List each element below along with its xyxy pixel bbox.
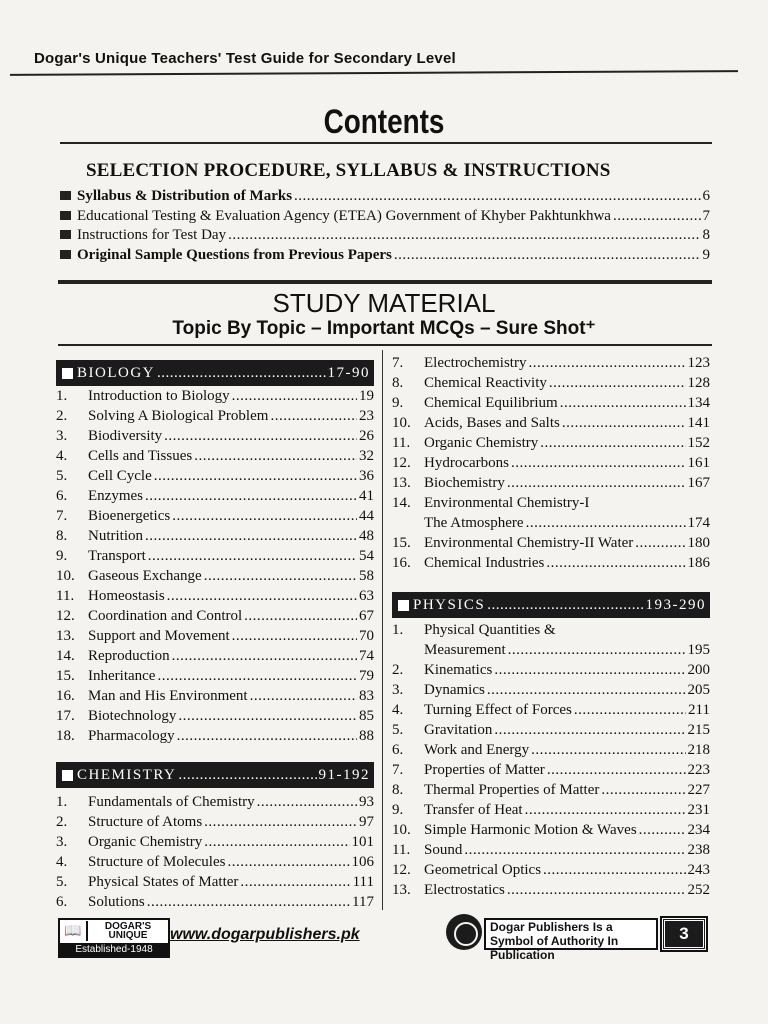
study-material-heading: STUDY MATERIAL — [272, 288, 496, 318]
dot-leader — [494, 722, 685, 739]
toc-entry — [392, 455, 710, 475]
toc-entry-page: 67 — [359, 608, 374, 624]
toc-entry-title: Acids, Bases and Salts — [424, 415, 560, 431]
dot-leader — [546, 555, 685, 572]
toc-entry — [392, 882, 710, 902]
toc-entry-number: 18. — [56, 728, 75, 744]
toc-entry-title: Solutions — [88, 894, 145, 910]
selection-item-page: 8 — [702, 227, 710, 243]
toc-entry-page: 186 — [687, 555, 710, 571]
toc-entry-number: 15. — [392, 535, 411, 551]
biology-list — [56, 388, 374, 748]
toc-entry-number: 6. — [56, 488, 68, 504]
toc-entry — [392, 822, 710, 842]
toc-entry-continuation — [392, 515, 710, 535]
toc-entry-title: Nutrition — [88, 528, 143, 544]
chemistry-list-right — [392, 355, 710, 575]
toc-entry-page: 32 — [359, 448, 374, 464]
book-icon: 📖 — [60, 921, 88, 941]
toc-entry — [392, 495, 710, 515]
toc-entry-title: Thermal Properties of Matter — [424, 782, 600, 798]
toc-entry — [56, 648, 374, 668]
dot-leader — [531, 742, 685, 759]
dot-leader — [257, 794, 357, 811]
toc-entry — [56, 488, 374, 508]
toc-entry-page: 234 — [687, 822, 710, 838]
dot-leader — [232, 388, 357, 405]
toc-entry — [56, 628, 374, 648]
left-column-chemistry — [56, 762, 374, 914]
toc-entry — [56, 668, 374, 688]
toc-entry-page: 152 — [687, 435, 710, 451]
toc-entry-title: Dynamics — [424, 682, 485, 698]
toc-entry — [392, 842, 710, 862]
toc-entry-title: Solving A Biological Problem — [88, 408, 269, 424]
toc-entry-number: 6. — [56, 894, 68, 910]
toc-entry — [392, 355, 710, 375]
toc-entry-title: Environmental Chemistry-II Water — [424, 535, 634, 551]
toc-entry-title: Environmental Chemistry-I — [424, 495, 590, 511]
toc-entry — [392, 375, 710, 395]
toc-entry-number: 12. — [56, 608, 75, 624]
toc-entry-number: 12. — [392, 862, 411, 878]
section-square-icon — [62, 770, 73, 781]
dot-leader — [639, 822, 686, 839]
selection-item-page: 7 — [702, 207, 710, 224]
toc-entry-number: 8. — [392, 782, 404, 798]
toc-entry-number: 11. — [392, 842, 411, 858]
toc-entry-title: Sound — [424, 842, 463, 858]
toc-entry-title: Homeostasis — [88, 588, 165, 604]
toc-entry-title: Organic Chemistry — [88, 834, 203, 850]
toc-entry-title: Simple Harmonic Motion & Waves — [424, 822, 637, 838]
toc-entry-number: 7. — [392, 762, 404, 778]
dot-leader — [525, 802, 686, 819]
toc-entry — [56, 588, 374, 608]
toc-entry-number: 1. — [392, 622, 404, 638]
dot-leader — [167, 588, 357, 605]
physics-section-name: PHYSICS — [413, 596, 486, 613]
toc-entry — [56, 688, 374, 708]
toc-entry-page: 167 — [687, 475, 710, 491]
toc-entry-page: 128 — [687, 375, 710, 391]
toc-entry-number: 11. — [392, 435, 411, 451]
dot-leader — [507, 475, 686, 492]
toc-entry — [392, 802, 710, 822]
toc-entry — [56, 548, 374, 568]
toc-entry-page: 74 — [359, 648, 374, 664]
toc-entry-title: Inheritance — [88, 668, 156, 684]
toc-entry — [56, 794, 374, 814]
toc-entry-page: 85 — [359, 708, 374, 724]
toc-entry-page: 88 — [359, 728, 374, 744]
toc-entry-title: Physical Quantities & — [424, 622, 556, 638]
toc-entry-page: 195 — [687, 642, 710, 658]
toc-entry-title: Fundamentals of Chemistry — [88, 794, 255, 810]
toc-entry-number: 4. — [56, 854, 68, 870]
dot-leader — [294, 188, 700, 205]
toc-entry-page: 161 — [687, 455, 710, 471]
toc-entry-title: Cell Cycle — [88, 468, 152, 484]
toc-entry-page: 23 — [359, 408, 374, 424]
toc-entry-title: Chemical Industries — [424, 555, 545, 571]
bullet-square-icon — [60, 191, 71, 200]
section-square-icon — [62, 368, 73, 379]
toc-entry-page: 83 — [359, 688, 374, 704]
section-rule-top — [58, 280, 712, 284]
toc-entry-page: 48 — [359, 528, 374, 544]
study-material-subheading: Topic By Topic – Important MCQs – Sure Shot⁺ — [172, 318, 596, 339]
toc-entry — [392, 742, 710, 762]
toc-entry — [392, 722, 710, 742]
header-rule — [10, 70, 738, 76]
chemistry-section-name: CHEMISTRY — [77, 766, 177, 783]
toc-entry-number: 3. — [56, 834, 68, 850]
chemistry-page-range: 91-192 — [318, 766, 370, 783]
toc-entry-title: Work and Energy — [424, 742, 530, 758]
toc-entry-page: 106 — [351, 854, 374, 870]
left-column — [56, 360, 374, 748]
dot-leader — [394, 247, 701, 264]
toc-entry-number: 5. — [56, 874, 68, 890]
toc-entry-page: 97 — [359, 814, 374, 830]
biology-section-header — [56, 360, 374, 386]
toc-entry-title: Electrostatics — [424, 882, 505, 898]
bullet-square-icon — [60, 211, 71, 220]
selection-item-label: Instructions for Test Day — [77, 227, 227, 243]
page-title: Contents — [323, 103, 445, 141]
toc-entry-number: 13. — [392, 475, 411, 491]
dot-leader — [250, 688, 357, 705]
dot-leader — [270, 408, 357, 425]
toc-entry-title: Gravitation — [424, 722, 493, 738]
biology-page-range: 17-90 — [327, 364, 370, 381]
toc-entry-number: 15. — [56, 668, 75, 684]
dot-leader — [240, 874, 350, 891]
toc-entry — [56, 874, 374, 894]
toc-entry — [56, 408, 374, 428]
toc-entry-page: 117 — [352, 894, 374, 910]
dot-leader — [244, 608, 357, 625]
biology-section-name: BIOLOGY — [77, 364, 155, 381]
selection-list — [60, 188, 710, 266]
toc-entry-number: 14. — [392, 495, 411, 511]
toc-entry-number: 16. — [392, 555, 411, 571]
toc-entry — [56, 388, 374, 408]
right-column-physics — [392, 592, 710, 902]
toc-entry — [392, 662, 710, 682]
chemistry-section-header — [56, 762, 374, 788]
toc-entry-page: 218 — [687, 742, 710, 758]
dot-leader — [507, 882, 686, 899]
dot-leader — [177, 728, 357, 745]
toc-entry-number: 16. — [56, 688, 75, 704]
selection-item-label: Educational Testing & Evaluation Agency (ETEA) Government of Khyber Pakhtunkhwa — [77, 207, 611, 224]
selection-item — [60, 208, 710, 228]
toc-entry-page: 63 — [359, 588, 374, 604]
toc-entry-page: 111 — [352, 874, 374, 890]
toc-entry-page: 231 — [687, 802, 710, 818]
toc-entry — [56, 728, 374, 748]
physics-list — [392, 622, 710, 902]
toc-entry-number: 8. — [392, 375, 404, 391]
dot-leader — [487, 682, 686, 699]
toc-entry-title: Transport — [88, 548, 146, 564]
toc-entry-number: 4. — [56, 448, 68, 464]
toc-entry — [56, 894, 374, 914]
toc-entry-number: 11. — [56, 588, 75, 604]
toc-entry-page: 19 — [359, 388, 374, 404]
toc-entry-number: 10. — [392, 822, 411, 838]
dot-leader — [164, 428, 357, 445]
section-square-icon — [398, 600, 409, 611]
selection-item — [60, 247, 710, 267]
toc-entry-number: 7. — [392, 355, 404, 371]
toc-entry-title: Man and His Environment — [88, 688, 248, 704]
toc-entry-title: Chemical Reactivity — [424, 375, 547, 391]
toc-entry-number: 2. — [56, 814, 68, 830]
dot-leader — [508, 642, 686, 659]
toc-entry-number: 9. — [56, 548, 68, 564]
running-header: Dogar's Unique Teachers' Test Guide for Secondary Level — [34, 50, 456, 67]
toc-entry-page: 205 — [687, 682, 710, 698]
toc-entry-page: 26 — [359, 428, 374, 444]
right-column — [392, 355, 710, 575]
toc-entry-title: Biotechnology — [88, 708, 177, 724]
toc-entry-page: 58 — [359, 568, 374, 584]
selection-item — [60, 227, 710, 247]
toc-entry-page: 252 — [687, 882, 710, 898]
dot-leader — [528, 355, 685, 372]
toc-entry-number: 5. — [56, 468, 68, 484]
selection-item-label: Original Sample Questions from Previous Papers — [77, 246, 392, 263]
toc-entry-title: Support and Movement — [88, 628, 230, 644]
dot-leader — [228, 227, 700, 244]
toc-entry — [392, 555, 710, 575]
toc-entry-page: 215 — [687, 722, 710, 738]
dot-leader — [204, 568, 357, 585]
toc-entry-page: 101 — [351, 834, 374, 850]
toc-entry-number: 12. — [392, 455, 411, 471]
dot-leader — [635, 535, 685, 552]
dot-leader — [540, 435, 685, 452]
toc-entry-number: 3. — [56, 428, 68, 444]
toc-entry-page: 180 — [687, 535, 710, 551]
dot-leader — [204, 814, 357, 831]
dot-leader — [148, 548, 357, 565]
toc-entry-title: Kinematics — [424, 662, 493, 678]
toc-entry — [392, 622, 710, 642]
toc-entry-title: Biochemistry — [424, 475, 505, 491]
dot-leader — [204, 834, 349, 851]
toc-entry — [392, 702, 710, 722]
toc-entry-page: 200 — [687, 662, 710, 678]
toc-entry-title-cont: Measurement — [424, 642, 506, 658]
toc-entry-number: 10. — [56, 568, 75, 584]
dot-leader — [613, 208, 701, 225]
toc-entry-number: 4. — [392, 702, 404, 718]
logo-name: DOGAR'S UNIQUE — [104, 921, 152, 941]
publisher-link[interactable]: www.dogarpublishers.pk — [170, 926, 360, 943]
toc-entry — [392, 782, 710, 802]
column-divider — [382, 350, 383, 910]
toc-entry-title: Properties of Matter — [424, 762, 545, 778]
toc-entry-page: 134 — [687, 395, 710, 411]
page-number: 3 — [662, 918, 706, 950]
toc-entry-page: 79 — [359, 668, 374, 684]
toc-entry-number: 17. — [56, 708, 75, 724]
toc-entry-title: Reproduction — [88, 648, 170, 664]
toc-entry-title: Structure of Atoms — [88, 814, 203, 830]
toc-entry-title: Chemical Equilibrium — [424, 395, 558, 411]
toc-entry — [392, 862, 710, 882]
toc-entry-title: Enzymes — [88, 488, 143, 504]
toc-entry-number: 9. — [392, 395, 404, 411]
dot-leader — [145, 528, 357, 545]
dot-leader — [526, 515, 686, 532]
toc-entry-title: Organic Chemistry — [424, 435, 539, 451]
toc-entry — [56, 508, 374, 528]
toc-entry-continuation — [392, 642, 710, 662]
dot-leader — [547, 762, 686, 779]
toc-entry-title: Gaseous Exchange — [88, 568, 202, 584]
dot-leader — [601, 782, 685, 799]
toc-entry-page: 238 — [687, 842, 710, 858]
selection-item-label: Syllabus & Distribution of Marks — [77, 188, 293, 204]
publisher-tagline: Dogar Publishers Is a Symbol of Authority In Publication — [484, 918, 658, 950]
toc-entry-title: Coordination and Control — [88, 608, 243, 624]
dot-leader — [562, 415, 686, 432]
selection-item — [60, 188, 710, 208]
dot-leader — [147, 894, 350, 911]
toc-entry — [56, 568, 374, 588]
selection-item-page: 9 — [702, 246, 710, 263]
toc-entry-number: 14. — [56, 648, 75, 664]
toc-entry — [56, 608, 374, 628]
chemistry-list-left — [56, 794, 374, 914]
toc-entry-title: Bioenergetics — [88, 508, 171, 524]
toc-entry — [56, 528, 374, 548]
dot-leader — [464, 842, 685, 859]
toc-entry-number: 2. — [56, 408, 68, 424]
toc-entry-page: 243 — [687, 862, 710, 878]
toc-entry-title: Electrochemistry — [424, 355, 527, 371]
dot-leader — [154, 468, 357, 485]
toc-entry — [56, 708, 374, 728]
toc-entry-title: Pharmacology — [88, 728, 175, 744]
toc-entry-page: 211 — [688, 702, 710, 718]
toc-entry — [56, 468, 374, 488]
toc-entry-title: Biodiversity — [88, 428, 163, 444]
toc-entry-number: 2. — [392, 662, 404, 678]
toc-entry — [392, 395, 710, 415]
toc-entry-page: 227 — [687, 782, 710, 798]
title-rule — [60, 142, 712, 144]
toc-entry-number: 13. — [56, 628, 75, 644]
toc-entry — [392, 475, 710, 495]
toc-entry-page: 223 — [687, 762, 710, 778]
toc-entry-title: Transfer of Heat — [424, 802, 523, 818]
dot-leader — [549, 375, 686, 392]
established-label: Established-1948 — [60, 943, 168, 956]
toc-entry-title: Geometrical Optics — [424, 862, 542, 878]
toc-entry — [392, 762, 710, 782]
toc-entry-title: Cells and Tissues — [88, 448, 193, 464]
toc-entry-number: 5. — [392, 722, 404, 738]
toc-entry-title: Introduction to Biology — [88, 388, 230, 404]
toc-entry-number: 1. — [56, 388, 68, 404]
toc-entry-title-cont: The Atmosphere — [424, 515, 524, 531]
toc-entry-title: Physical States of Matter — [88, 874, 239, 890]
toc-entry — [56, 834, 374, 854]
toc-entry — [56, 854, 374, 874]
toc-entry-number: 10. — [392, 415, 411, 431]
seal-icon — [446, 914, 482, 950]
toc-entry — [392, 535, 710, 555]
toc-entry — [392, 415, 710, 435]
toc-entry — [392, 435, 710, 455]
toc-entry-number: 8. — [56, 528, 68, 544]
dot-leader — [227, 854, 349, 871]
toc-entry-page: 70 — [359, 628, 374, 644]
toc-entry-page: 41 — [359, 488, 374, 504]
toc-entry-page: 174 — [687, 515, 710, 531]
section-rule-bottom — [58, 344, 712, 346]
dot-leader — [232, 628, 357, 645]
bullet-square-icon — [60, 250, 71, 259]
toc-entry-page: 36 — [359, 468, 374, 484]
dot-leader — [574, 702, 686, 719]
toc-entry-page: 123 — [687, 355, 710, 371]
toc-entry-number: 3. — [392, 682, 404, 698]
toc-entry-page: 141 — [687, 415, 710, 431]
dot-leader — [172, 508, 357, 525]
toc-entry-title: Turning Effect of Forces — [424, 702, 572, 718]
bullet-square-icon — [60, 230, 71, 239]
physics-page-range: 193-290 — [645, 596, 706, 613]
toc-entry-number: 6. — [392, 742, 404, 758]
toc-entry-number: 1. — [56, 794, 68, 810]
dot-leader — [178, 708, 357, 725]
publisher-logo — [58, 918, 170, 958]
toc-entry-title: Structure of Molecules — [88, 854, 226, 870]
toc-entry-number: 9. — [392, 802, 404, 818]
dot-leader — [172, 648, 357, 665]
dot-leader — [145, 488, 357, 505]
toc-entry — [56, 448, 374, 468]
dot-leader — [494, 662, 685, 679]
toc-entry-number: 13. — [392, 882, 411, 898]
dot-leader — [560, 395, 686, 412]
toc-entry-title: Hydrocarbons — [424, 455, 509, 471]
selection-item-page: 6 — [702, 188, 710, 204]
toc-entry-page: 44 — [359, 508, 374, 524]
physics-section-header — [392, 592, 710, 618]
toc-entry-page: 54 — [359, 548, 374, 564]
dot-leader — [543, 862, 685, 879]
dot-leader — [194, 448, 357, 465]
toc-entry — [392, 682, 710, 702]
toc-entry-page: 93 — [359, 794, 374, 810]
dot-leader — [511, 455, 686, 472]
dot-leader — [157, 668, 357, 685]
toc-entry-number: 7. — [56, 508, 68, 524]
selection-heading: SELECTION PROCEDURE, SYLLABUS & INSTRUCTIONS — [86, 160, 611, 181]
toc-entry — [56, 428, 374, 448]
toc-entry — [56, 814, 374, 834]
